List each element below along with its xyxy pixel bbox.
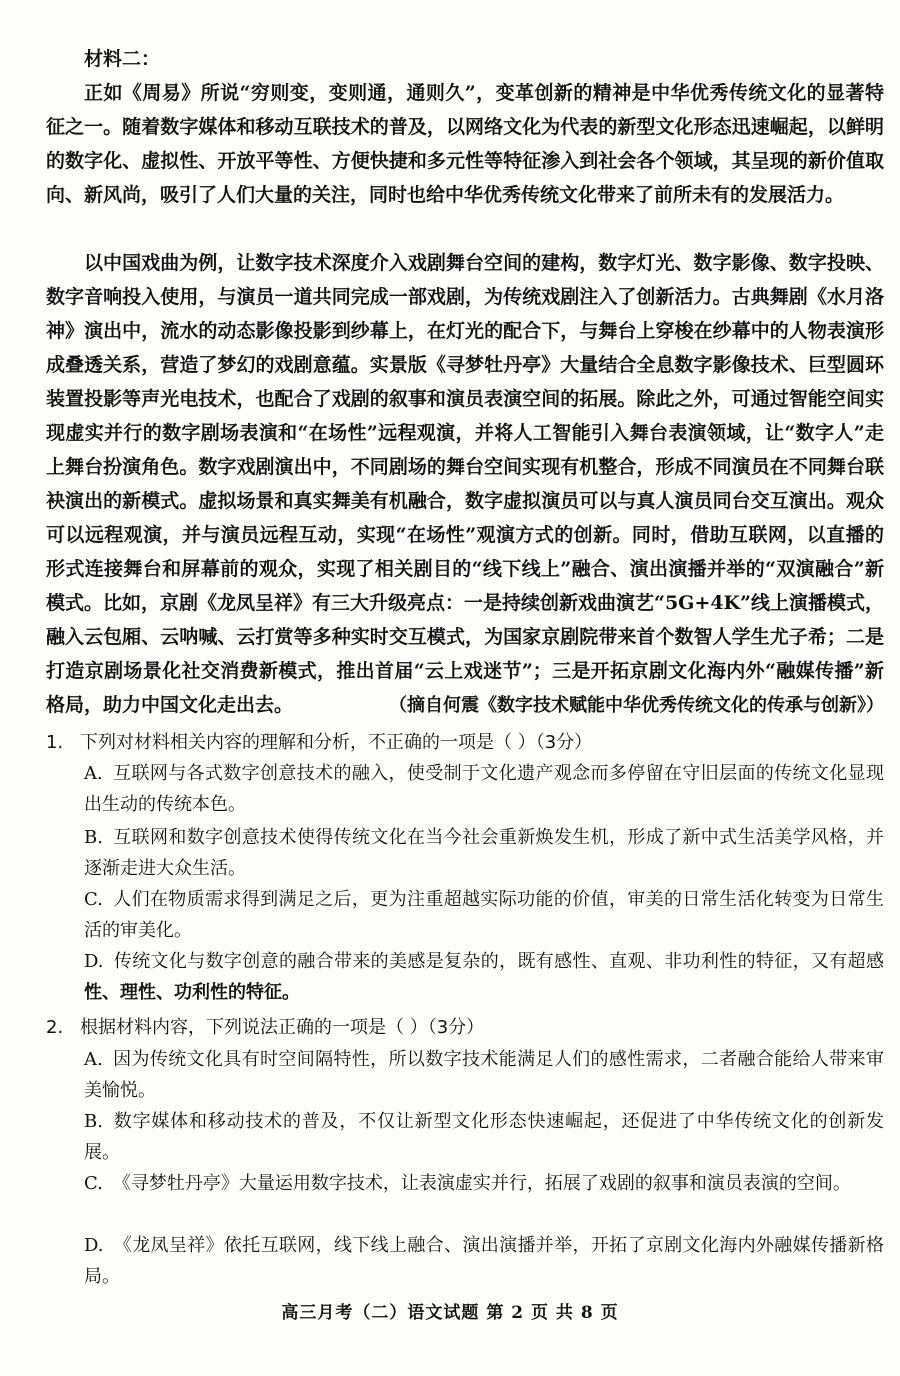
option-text: 数字媒体和移动技术的普及，不仅让新型文化形态快速崛起，还促进了中华传统文化的创新发展。 [84,1111,884,1163]
question-2-option-c [84,1168,884,1199]
material-source: （摘自何震《数字技术赋能中华优秀传统文化的传承与创新》） [389,695,884,716]
option-text: 互联网和数字创意技术使得传统文化在当今社会重新焕发生机，形成了新中式生活美学风格，并逐渐走进大众生活。 [84,827,884,879]
option-letter: A. [84,763,103,784]
option-letter: C. [84,1173,103,1194]
question-1-option-a [84,758,884,820]
question-2-option-d [84,1230,884,1292]
option-letter: B. [84,827,103,848]
material-paragraph-2: 以中国戏曲为例，让数字技术深度介入戏剧舞台空间的建构，数字灯光、数字影像、数字投映、数字音响投入使用，与演员一道共同完成一部戏剧，为传统戏剧注入了创新活力。古典舞剧《水月洛神》演出中，流水的动态影像投影到纱幕上，在灯光的配合下，与舞台上穿梭在纱幕中的人物表演形成叠透关系，营造了梦幻的戏剧意蕴。实景版《寻梦牡丹亭》大量结合全息数字影像技术、巨型圆环装置投影等声光电技术，也配合了戏剧的叙事和演员表演空间的拓展。除此之外，可通过智能空间实现虚实并行的数字剧场表演和“在场性”远程观演，并将人工智能引入舞台表演领域，让“数字人”走上舞台扮演角色。数字戏剧演出中，不同剧场的舞台空间实现有机整合，形成不同演员在不同舞台联袂演出的新模式。虚拟场景和真实舞美有机融合，数字虚拟演员可以与真人演员同台交互演出。观众可以远程观演，并与演员远程互动，实现“在场性”观演方式的创新。同时，借助互联网，以直播的形式连接舞台和屏幕前的观众，实现了相关剧目的“线下线上”融合、演出演播并举的“双演融合”新模式。比如，京剧《龙凤呈祥》有三大升级亮点：一是持续创新戏曲演艺“5G+4K”线上演播模式，融入云包厢、云呐喊、云打赏等多种实时交互模式，为国家京剧院带来首个数智人学生尤子希；二是打造京剧场景化社交消费新模式，推出首届“云上戏迷节”；三是开拓京剧文化海内外“融媒传播”新格局，助力中国文化走出去。 [46,252,884,716]
question-1-option-b [84,822,884,884]
option-text: 互联网与各式数字创意技术的融入，使受制于文化遗产观念而多停留在守旧层面的传统文化显现出生动的传统本色。 [84,763,884,815]
material-label: 材料二： [84,48,161,70]
question-text: 根据材料内容，下列说法正确的一项是（ ）（3分） [80,1017,485,1038]
question-2-option-a [84,1044,884,1106]
question-1-stem [46,727,884,759]
option-text: 《寻梦牡丹亭》大量运用数字技术，让表演虚实并行，拓展了戏剧的叙事和演员表演的空间。 [112,1173,851,1194]
option-text: 人们在物质需求得到满足之后，更为注重超越实际功能的价值，审美的日常生活化转变为日常生活的审美化。 [84,889,884,941]
option-letter: A. [84,1049,103,1070]
question-2-option-b [84,1106,884,1168]
option-text: 传统文化与数字创意的融合带来的美感是复杂的，既有感性、直观、非功利性的特征，又有超感 [113,951,884,972]
question-number: 2. [46,1017,64,1038]
question-2-stem [46,1012,884,1044]
option-letter: C. [84,889,103,910]
question-number: 1. [46,732,64,753]
option-text: 因为传统文化具有时空间隔特性，所以数字技术能满足人们的感性需求，二者融合能给人带来审美愉悦。 [84,1049,884,1101]
option-text-emphasis: 性、理性、功利性的特征。 [84,982,300,1003]
option-letter: D. [84,951,104,972]
question-1-option-c [84,884,884,946]
question-text: 下列对材料相关内容的理解和分析，不正确的一项是（ ）（3分） [80,732,593,753]
option-letter: D. [84,1235,104,1256]
material-paragraph-1: 正如《周易》所说“穷则变，变则通，通则久”，变革创新的精神是中华优秀传统文化的显著特征之一。随着数字媒体和移动互联技术的普及，以网络文化为代表的新型文化形态迅速崛起，以鲜明的数字化、虚拟性、开放平等性、方便快捷和多元性等特征渗入到社会各个领域，其呈现的新价值取向、新风尚，吸引了人们大量的关注，同时也给中华优秀传统文化带来了前所未有的发展活力。 [46,82,884,206]
page-footer: 高三月考（二）语文试题 第 2 页 共 8 页 [281,1303,619,1323]
option-letter: B. [84,1111,103,1132]
question-1-option-d [84,946,884,1008]
option-text: 《龙凤呈祥》依托互联网，线下线上融合、演出演播并举，开拓了京剧文化海内外融媒传播新格局。 [84,1235,884,1287]
